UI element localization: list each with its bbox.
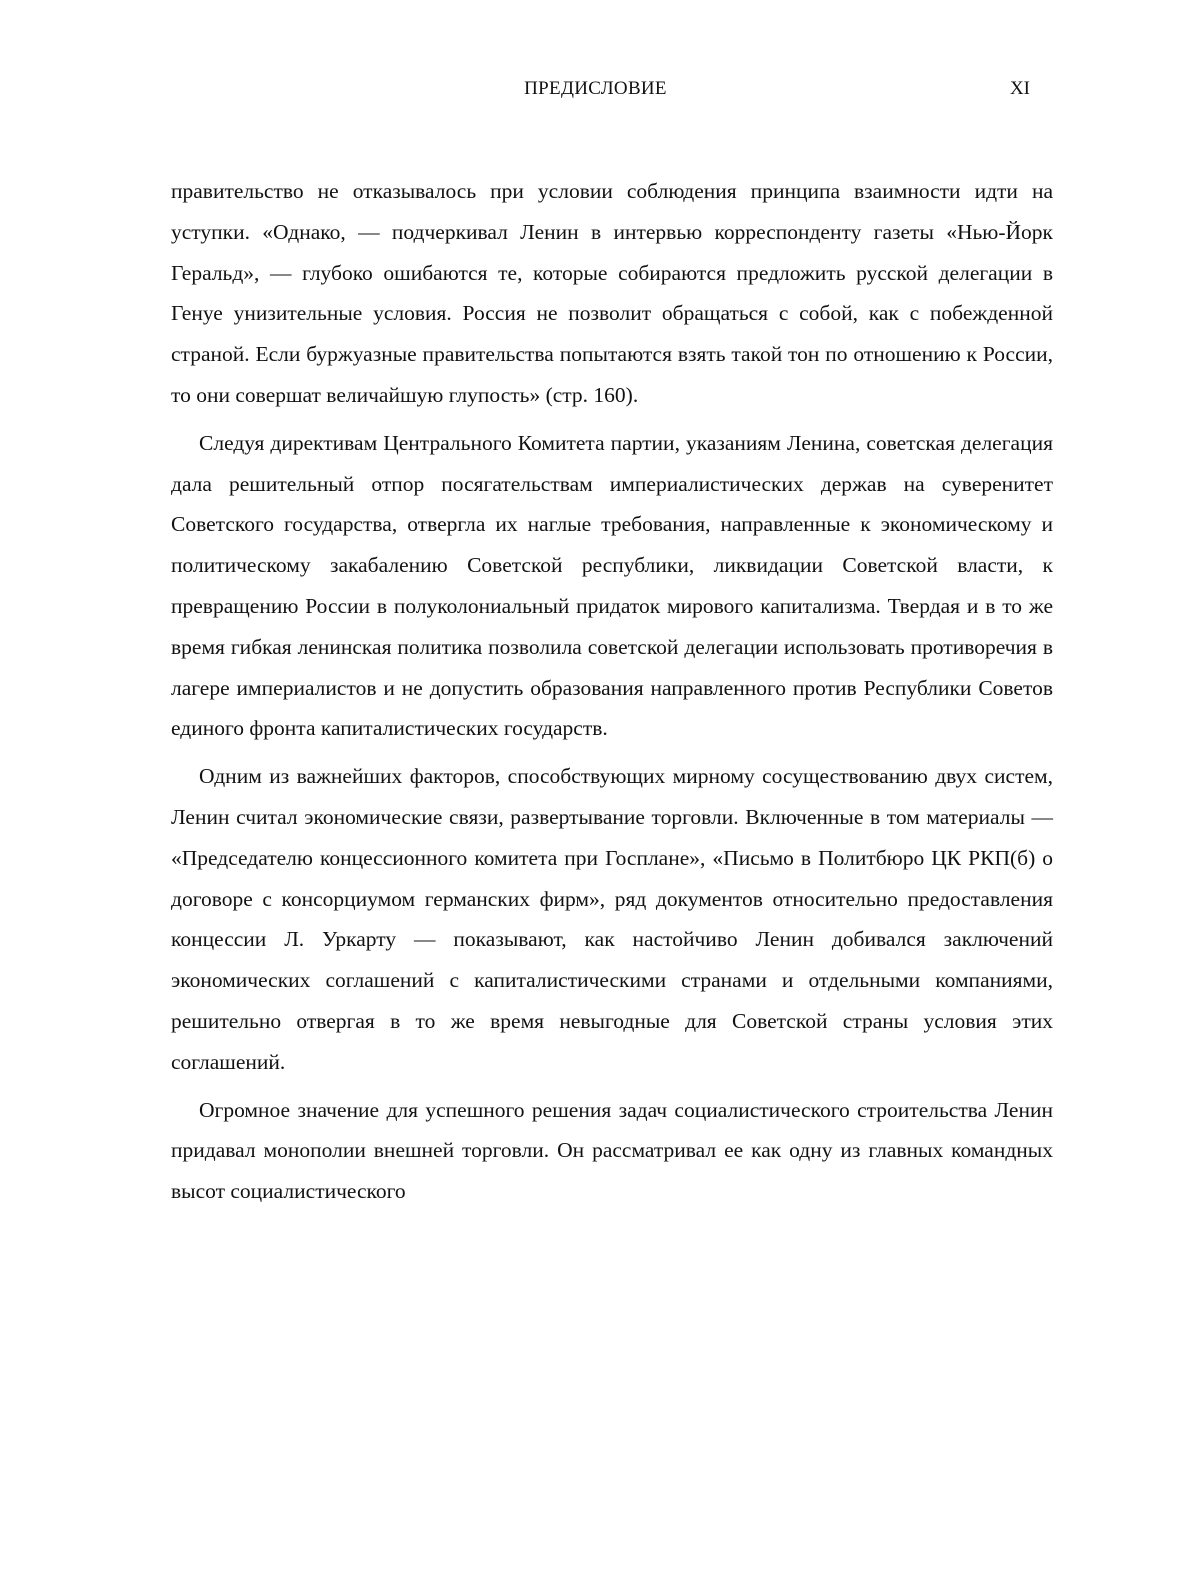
body-text [171, 171, 1053, 1212]
header-title: ПРЕДИСЛОВИЕ [524, 78, 667, 99]
paragraph: Следуя директивам Центрального Комитета партии, указаниям Ленина, советская делегация дала решительный отпор посягательствам империалистических держав на суверенитет Советского государства, отвергла их наглые требования, направленные к экономическому и политическому закабалению Советской республики, ликвидации Советской власти, к превращению России в полуколониальный придаток мирового капитализма. Твердая и в то же время гибкая ленинская политика позволила советской делегации использовать противоречия в лагере империалистов и не допустить образования направленного против Республики Советов единого фронта капиталистических государств. [171, 430, 1053, 741]
paragraph: Огромное значение для успешного решения задач социалистического строительства Ленин придавал монополии внешней торговли. Он рассматривал ее как одну из главных командных высот социалистического [171, 1097, 1053, 1204]
paragraph: Одним из важнейших факторов, способствующих мирному сосуществованию двух систем, Ленин считал экономические связи, развертывание торговли. Включенные в том материалы — «Председателю концессионного комитета при Госплане», «Письмо в Политбюро ЦК РКП(б) о договоре с консорциумом германских фирм», ряд документов относительно предоставления концессии Л. Уркарту — показывают, как настойчиво Ленин добивался заключений экономических соглашений с капиталистическими странами и отдельными компаниями, решительно отвергая в то же время невыгодные для Советской страны условия этих соглашений. [171, 764, 1053, 1074]
running-header [0, 76, 1191, 102]
paragraph: правительство не отказывалось при условии соблюдения принципа взаимности идти на уступки. «Однако, — подчеркивал Ленин в интервью корреспонденту газеты «Нью-Йорк Геральд», — глубоко ошибаются те, которые собираются предложить русской делегации в Генуе унизительные условия. Россия не позволит обращаться с собой, как с побежденной страной. Если буржуазные правительства попытаются взять такой тон по отношению к России, то они совершат величайшую глупость» (стр. 160). [171, 179, 1053, 407]
page-number: XI [1009, 78, 1030, 99]
